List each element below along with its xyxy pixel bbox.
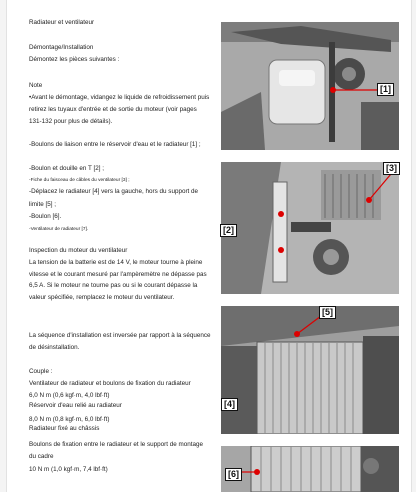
- inspection-line-2: vitesse et le courant mesuré par l'ampèremètre ne dépasse pas: [29, 271, 207, 278]
- step-move-line-2: limite [5] ;: [29, 201, 56, 208]
- inspection-heading: Inspection du moteur du ventilateur: [29, 247, 128, 254]
- torque-item-2: Réservoir d'eau relié au radiateur: [29, 402, 122, 409]
- photo-radiator: [221, 306, 399, 434]
- callout-3: [3]: [383, 162, 400, 175]
- reverse-line-1: La séquence d'installation est inversée par rapport à la séquence: [29, 332, 211, 339]
- torque-item-1: Ventilateur de radiateur et boulons de fixation du radiateur: [29, 380, 191, 387]
- step-move-line-1: -Déplacez le radiateur [4] vers la gauche, hors du support de: [29, 188, 199, 195]
- note-line-1: •Avant le démontage, vidangez le liquide de refroidissement puis: [29, 94, 210, 101]
- callout-2: [2]: [220, 224, 237, 237]
- torque-item-4-line-2: du cadre: [29, 453, 54, 460]
- intro-text: Démontez les pièces suivantes :: [29, 56, 120, 63]
- step-harness: -Fiche du faisceau de câbles du ventilateur [3] ;: [29, 178, 130, 183]
- step-bolt-6: -Boulon [6].: [29, 213, 62, 220]
- inspection-line-4: valeur spécifiée, remplacez le moteur du ventilateur.: [29, 294, 175, 301]
- torque-item-1-value: 6,0 N m (0,6 kgf·m, 4,0 lbf·ft): [29, 392, 110, 399]
- note-heading: Note: [29, 82, 43, 89]
- callout-4: [4]: [221, 398, 238, 411]
- torque-item-3: Radiateur fixé au châssis: [29, 425, 100, 432]
- lower-frame-illustration: [221, 446, 399, 492]
- callout-6: [6]: [225, 468, 242, 481]
- step-t-bolt: -Boulon et douille en T [2] ;: [29, 165, 105, 172]
- callout-1: [1]: [377, 83, 394, 96]
- photo-bolt-6: [221, 446, 399, 492]
- inspection-line-1: La tension de la batterie est de 14 V, le moteur tourne à pleine: [29, 259, 203, 266]
- photo-t-bolt-harness: [221, 162, 399, 294]
- frame-illustration: [221, 162, 399, 294]
- inspection-line-3: 6,5 A. Si le moteur ne tourne pas ou si le courant dépasse la: [29, 282, 198, 289]
- manual-page: [6, 0, 412, 492]
- note-line-2: retirez les tuyaux d'entrée et de sortie du moteur (voir pages: [29, 106, 197, 113]
- callout-5: [5]: [319, 306, 336, 319]
- engine-bay-illustration: [221, 22, 399, 150]
- note-line-3: 131-132 pour plus de détails).: [29, 118, 113, 125]
- radiator-illustration: [221, 306, 399, 434]
- torque-item-4-line-1: Boulons de fixation entre le radiateur et le support de montage: [29, 441, 203, 448]
- step-bolts-tank: -Boulons de liaison entre le réservoir d'eau et le radiateur [1] ;: [29, 141, 201, 148]
- torque-item-4-value: 10 N m (1,0 kgf·m, 7,4 lbf·ft): [29, 466, 108, 473]
- torque-heading: Couple :: [29, 368, 53, 375]
- photo-water-tank: [221, 22, 399, 150]
- step-fan: -Ventilateur de radiateur [7].: [29, 227, 89, 232]
- torque-item-2-value: 8,0 N m (0,8 kgf·m, 6,0 lbf·ft): [29, 416, 110, 423]
- page-title: Radiateur et ventilateur: [29, 19, 95, 26]
- reverse-line-2: de désinstallation.: [29, 344, 80, 351]
- section-dismantling: Démontage/Installation: [29, 44, 94, 51]
